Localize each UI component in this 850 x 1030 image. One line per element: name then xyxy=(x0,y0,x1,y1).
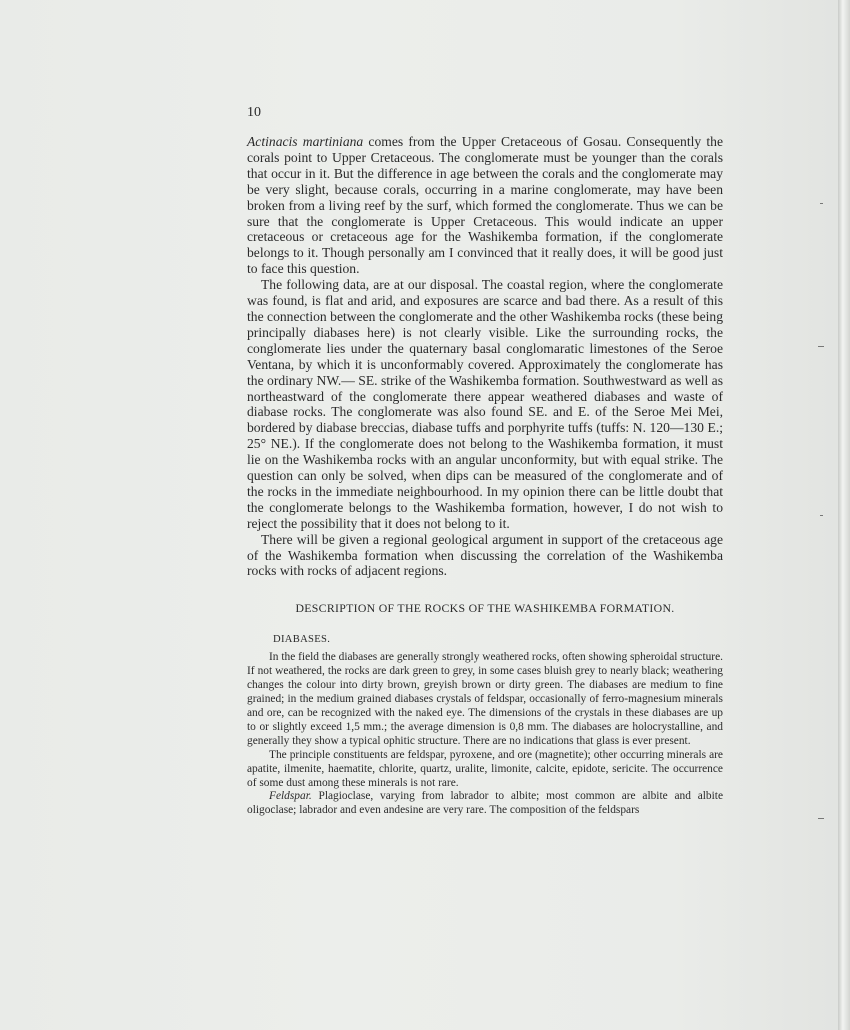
margin-mark xyxy=(818,818,824,819)
feldspar-run-in: Feldspar. xyxy=(269,790,312,803)
paragraph-3: There will be given a regional geological argument in support of the cretaceous age of the Washikemba formation when discussing the correlation of the Washikemba rocks with rocks of adjacent regions. xyxy=(247,531,723,579)
margin-mark xyxy=(820,203,823,204)
margin-mark xyxy=(820,515,823,516)
small-paragraph-1: In the field the diabases are generally strongly weathered rocks, often showing spheroidal structure. If not weathered, the rocks are dark green to grey, in some cases bluish grey to nearly black; weathering changes the colour into dirty brown, greyish brown or dirty green. The diabases are medium to fine grained; in the medium grained diabases crystals of feldspar, occasionally of ferro-magnesium minerals and ore, can be recognized with the naked eye. The dimensions of the crystals in these diabases are up to or slightly exceed 1,5 mm.; the average dimension is 0,8 mm. The diabases are holocrystalline, and generally they show a typical ophitic structure. There are no indications that glass is ever present. xyxy=(247,651,723,747)
species-name: Actinacis martiniana xyxy=(247,134,364,149)
small-paragraph-2: The principle constituents are feldspar, pyroxene, and ore (magnetite); other occurring minerals are apatite, ilmenite, haematite, chlorite, quartz, uralite, limonite, calcite, epidote, sericite. The occurrence of some dust among these minerals is not rare. xyxy=(247,748,723,789)
section-heading: DESCRIPTION OF THE ROCKS OF THE WASHIKEMBA FORMATION. xyxy=(295,601,675,616)
paragraph-1-text: comes from the Upper Cretaceous of Gosau. Consequently the corals point to Upper Cretaceous. The conglomerate must be younger than the corals that occur in it. But the difference in age between the corals and the conglomerate may be very slight, because corals, occurring in a marine conglomerate, may have been broken from a living reef by the surf, which formed the conglomerate. Thus we can be sure that the conglomerate is Upper Cretaceous. This would indicate an upper cretaceous or cretaceous age for the Washikemba formation, if the conglomerate belongs to it. Though personally am I convinced that it really does, it will be good just to face this question. xyxy=(247,134,724,277)
small-paragraph-3-text: Plagioclase, varying from labrador to albite; most common are albite and albite oligoclase; labrador and even andesine are very rare. The composition of the feldspars xyxy=(247,790,723,817)
page-edge xyxy=(838,0,850,1030)
paragraph-1 xyxy=(247,134,723,277)
margin-mark xyxy=(818,346,824,347)
diabases-text xyxy=(247,651,723,818)
paragraph-2: The following data, are at our disposal. The coastal region, where the conglomerate was found, is flat and arid, and exposures are scarce and bad there. As a result of this the connection between the conglomerate and the other Washikemba rocks (these being principally diabases here) is not clearly visible. Like the surrounding rocks, the conglomerate lies under the quaternary basal conglomaratic limestones of the Seroe Ventana, by which it is unconformably covered. Approximately the conglomerate has the ordinary NW.— SE. strike of the Washikemba formation. Southwestward as well as northeastward of the conglomerate there appear weathered diabases and waste of diabase rocks. The conglomerate was also found SE. and E. of the Seroe Mei Mei, bordered by diabase breccias, diabase tuffs and porphyrite tuffs (tuffs: N. 120—130 E.; 25° NE.). If the conglomerate does not belong to the Washikemba formation, it must lie on the Washikemba rocks with an angular unconformity, but with equal strike. The question can only be solved, when dips can be measured of the conglomerate and of the rocks in the immediate neighbourhood. In my opinion there can be little doubt that the conglomerate belongs to the Washikemba formation, however, I do not wish to reject the possibility that it does not belong to it. xyxy=(247,277,723,531)
subheading-diabases: DIABASES. xyxy=(273,634,331,646)
text-column xyxy=(247,104,723,818)
page-number: 10 xyxy=(247,105,261,120)
small-paragraph-3 xyxy=(247,790,723,818)
main-text xyxy=(247,134,723,579)
